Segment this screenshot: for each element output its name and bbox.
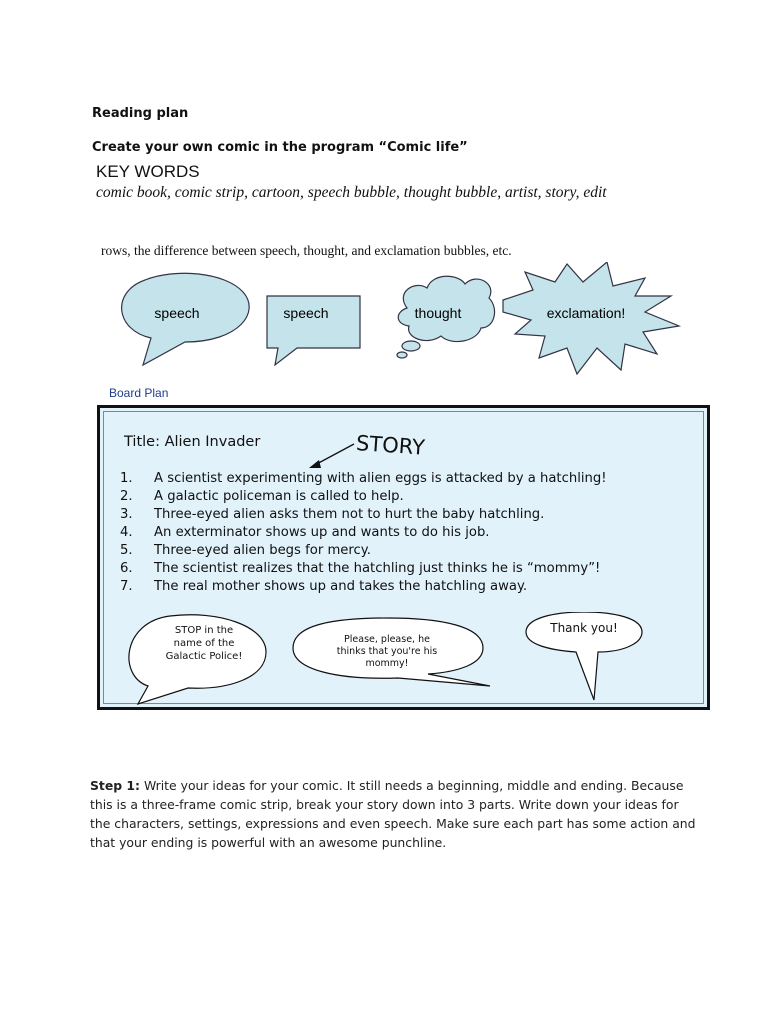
bubble-label-speech-oval: speech <box>154 305 200 321</box>
story-step-number: 6. <box>120 561 133 576</box>
story-step-number: 2. <box>120 489 133 504</box>
step-1-text: Write your ideas for your comic. It still needs a beginning, middle and ending. Because this is a three-frame comic strip, break your story down into 3 parts. Write down your ideas for the characters, settings, expressions and even speech. Make sure each part has some action and that your ending is powerful with an awesome punchline. <box>90 778 696 850</box>
story-step-text: A galactic policeman is called to help. <box>154 489 404 504</box>
bubble-types-illustration <box>115 262 700 387</box>
board-plan-panel <box>97 405 710 710</box>
thought-bubble <box>397 276 495 358</box>
story-step-number: 4. <box>120 525 133 540</box>
bubble-label-speech-square: speech <box>283 305 329 321</box>
bubble-text-line: thinks that you're his <box>336 646 438 657</box>
story-step-text: The real mother shows up and takes the hatchling away. <box>154 579 528 594</box>
bubble-text-line: Galactic Police! <box>165 651 243 662</box>
bubble-label-thought: thought <box>414 305 462 321</box>
story-step-number: 1. <box>120 471 133 486</box>
police-bubble-text <box>134 624 274 663</box>
thank-you-bubble-text <box>526 622 642 635</box>
story-step-text: The scientist realizes that the hatchling just thinks he is “mommy”! <box>154 561 601 576</box>
story-step-number: 5. <box>120 543 133 558</box>
story-title: Title: Alien Invader <box>124 434 261 450</box>
story-step-text: An exterminator shows up and wants to do his job. <box>154 525 490 540</box>
key-words-heading: KEY WORDS <box>96 162 200 181</box>
story-step-text: Three-eyed alien asks them not to hurt the baby hatchling. <box>154 507 545 522</box>
bubble-text-line: STOP in the <box>174 625 234 636</box>
bubble-differences-text: rows, the difference between speech, thought, and exclamation bubbles, etc. <box>101 243 512 258</box>
story-step-number: 7. <box>120 579 133 594</box>
speech-bubble-oval <box>122 273 250 365</box>
story-arrow-icon <box>299 440 359 472</box>
board-plan-label: Board Plan <box>109 386 169 400</box>
document-title: Reading plan <box>92 106 189 121</box>
mommy-bubble-text <box>292 634 482 670</box>
story-step-text: Three-eyed alien begs for mercy. <box>154 543 371 558</box>
exclamation-bubble <box>503 262 679 374</box>
speech-bubble-square <box>267 296 360 365</box>
bubble-label-exclamation: exclamation! <box>546 305 626 321</box>
board-plan-inner <box>103 411 704 704</box>
step-1-label: Step 1: <box>90 778 141 793</box>
story-step-text: A scientist experimenting with alien eggs is attacked by a hatchling! <box>154 471 607 486</box>
bubble-text-line: Please, please, he <box>344 634 430 645</box>
step-1-paragraph <box>90 776 700 852</box>
story-label: STORY <box>355 431 426 460</box>
story-step-number: 3. <box>120 507 133 522</box>
document-subtitle: Create your own comic in the program “Comic life” <box>92 140 468 155</box>
bubble-text-line: name of the <box>173 638 235 649</box>
bubble-text-line: Thank you! <box>550 621 618 635</box>
key-words-list: comic book, comic strip, cartoon, speech bubble, thought bubble, artist, story, edit <box>96 184 607 201</box>
bubble-text-line: mommy! <box>365 658 409 669</box>
